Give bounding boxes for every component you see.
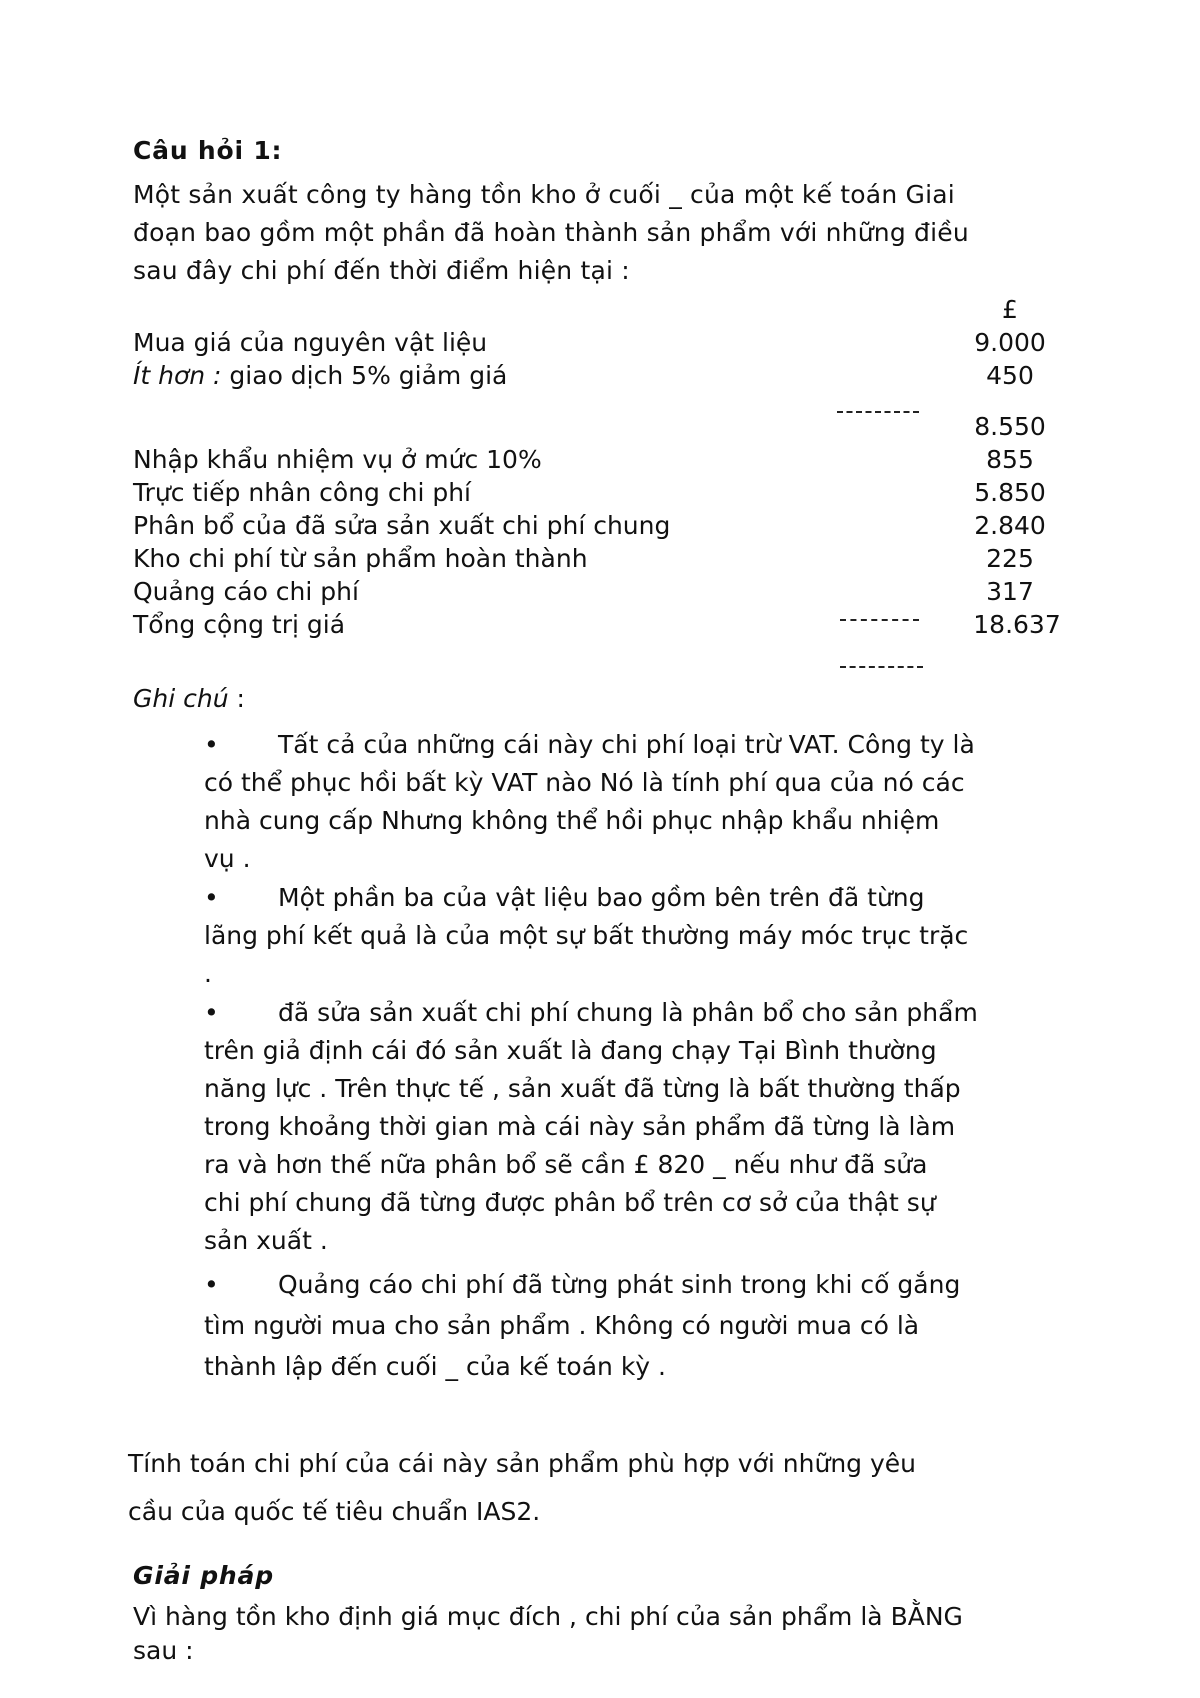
intro-line: Một sản xuất công ty hàng tồn kho ở cuối _ của một kế toán Giai (133, 180, 955, 209)
bullet-icon: • (204, 730, 219, 759)
total-value: 18.637 (973, 610, 1061, 639)
solution-line: Vì hàng tồn kho định giá mục đích , chi phí của sản phẩm là BẰNG (133, 1602, 963, 1631)
row-value: 9.000 (974, 328, 1046, 357)
solution-line: sau : (133, 1636, 194, 1665)
task-text (128, 1440, 916, 1536)
table-row (133, 359, 1033, 392)
task-line: cầu của quốc tế tiêu chuẩn IAS2. (128, 1497, 541, 1526)
table-row (133, 575, 1033, 608)
note-line: trên giả định cái đó sản xuất là đang chạy Tại Bình thường (204, 1036, 937, 1065)
table-row (133, 443, 1033, 476)
list-item (204, 1264, 1084, 1387)
note-line: Quảng cáo chi phí đã từng phát sinh trong khi cố gắng (278, 1270, 961, 1299)
note-line: sản xuất . (204, 1226, 328, 1255)
note-line: năng lực . Trên thực tế , sản xuất đã từng là bất thường thấp (204, 1074, 961, 1103)
note-line: Tất cả của những cái này chi phí loại trừ VAT. Công ty là (278, 730, 975, 759)
note-line: trong khoảng thời gian mà cái này sản phẩm đã từng là làm (204, 1112, 956, 1141)
row-value: 2.840 (974, 511, 1046, 540)
row-label-text: giao dịch 5% giảm giá (221, 361, 508, 390)
row-label-italic: Ít hơn : (133, 361, 222, 390)
question-title: Câu hỏi 1: (133, 136, 283, 165)
row-label: Phân bổ của đã sửa sản xuất chi phí chung (133, 511, 671, 540)
intro-line: sau đây chi phí đến thời điểm hiện tại : (133, 256, 630, 285)
note-line: vụ . (204, 844, 251, 873)
subtotal-rule (837, 411, 919, 413)
row-value: 225 (986, 544, 1034, 573)
note-line: tìm người mua cho sản phẩm . Không có người mua có là (204, 1311, 920, 1340)
currency-header-row (133, 293, 1033, 326)
notes-title (133, 684, 245, 713)
note-line: có thể phục hồi bất kỳ VAT nào Nó là tính phí qua của nó các (204, 768, 965, 797)
row-label: Nhập khẩu nhiệm vụ ở mức 10% (133, 445, 542, 474)
row-value: 5.850 (974, 478, 1046, 507)
row-value: 855 (986, 445, 1034, 474)
note-line: nhà cung cấp Nhưng không thể hồi phục nhập khẩu nhiệm (204, 806, 940, 835)
table-row (133, 509, 1046, 542)
bullet-icon: • (204, 998, 219, 1027)
solution-text (133, 1600, 963, 1668)
note-line: . (204, 959, 212, 988)
total-rule-bottom (840, 666, 923, 668)
list-item (204, 879, 1084, 993)
cost-table (133, 293, 1061, 644)
row-label (133, 359, 507, 392)
total-row (133, 608, 1061, 644)
bullet-icon: • (204, 883, 219, 912)
note-line: thành lập đến cuối _ của kế toán kỳ . (204, 1352, 666, 1381)
row-value: 317 (986, 577, 1034, 606)
notes-title-text: Ghi chú (133, 684, 229, 713)
total-rule-top (840, 619, 919, 621)
note-line: đã sửa sản xuất chi phí chung là phân bổ cho sản phẩm (278, 998, 978, 1027)
note-line: Một phần ba của vật liệu bao gồm bên trên đã từng (278, 883, 925, 912)
total-label: Tổng cộng trị giá (133, 610, 346, 639)
row-label: Mua giá của nguyên vật liệu (133, 328, 488, 357)
table-row (133, 392, 1046, 443)
table-row (133, 542, 1033, 575)
list-item (204, 726, 1084, 878)
note-line: ra và hơn thế nữa phân bổ sẽ cần £ 820 _ nếu như đã sửa (204, 1150, 928, 1179)
row-label: Kho chi phí từ sản phẩm hoàn thành (133, 544, 588, 573)
notes-title-suffix: : (228, 684, 245, 713)
row-value: 450 (986, 361, 1034, 390)
task-line: Tính toán chi phí của cái này sản phẩm phù hợp với những yêu (128, 1449, 917, 1478)
intro-line: đoạn bao gồm một phần đã hoàn thành sản phẩm với những điều (133, 218, 969, 247)
solution-title: Giải pháp (133, 1561, 274, 1590)
note-line: lãng phí kết quả là của một sự bất thường máy móc trục trặc (204, 921, 969, 950)
row-label: Quảng cáo chi phí (133, 577, 359, 606)
table-row (133, 476, 1046, 509)
subtotal-value: 8.550 (974, 412, 1046, 441)
table-row (133, 326, 1046, 359)
list-item (204, 994, 1084, 1260)
currency-header: £ (1002, 295, 1018, 324)
note-line: chi phí chung đã từng được phân bổ trên cơ sở của thật sự (204, 1188, 936, 1217)
bullet-icon: • (204, 1270, 219, 1299)
row-label: Trực tiếp nhân công chi phí (133, 478, 472, 507)
question-intro (133, 176, 1093, 290)
